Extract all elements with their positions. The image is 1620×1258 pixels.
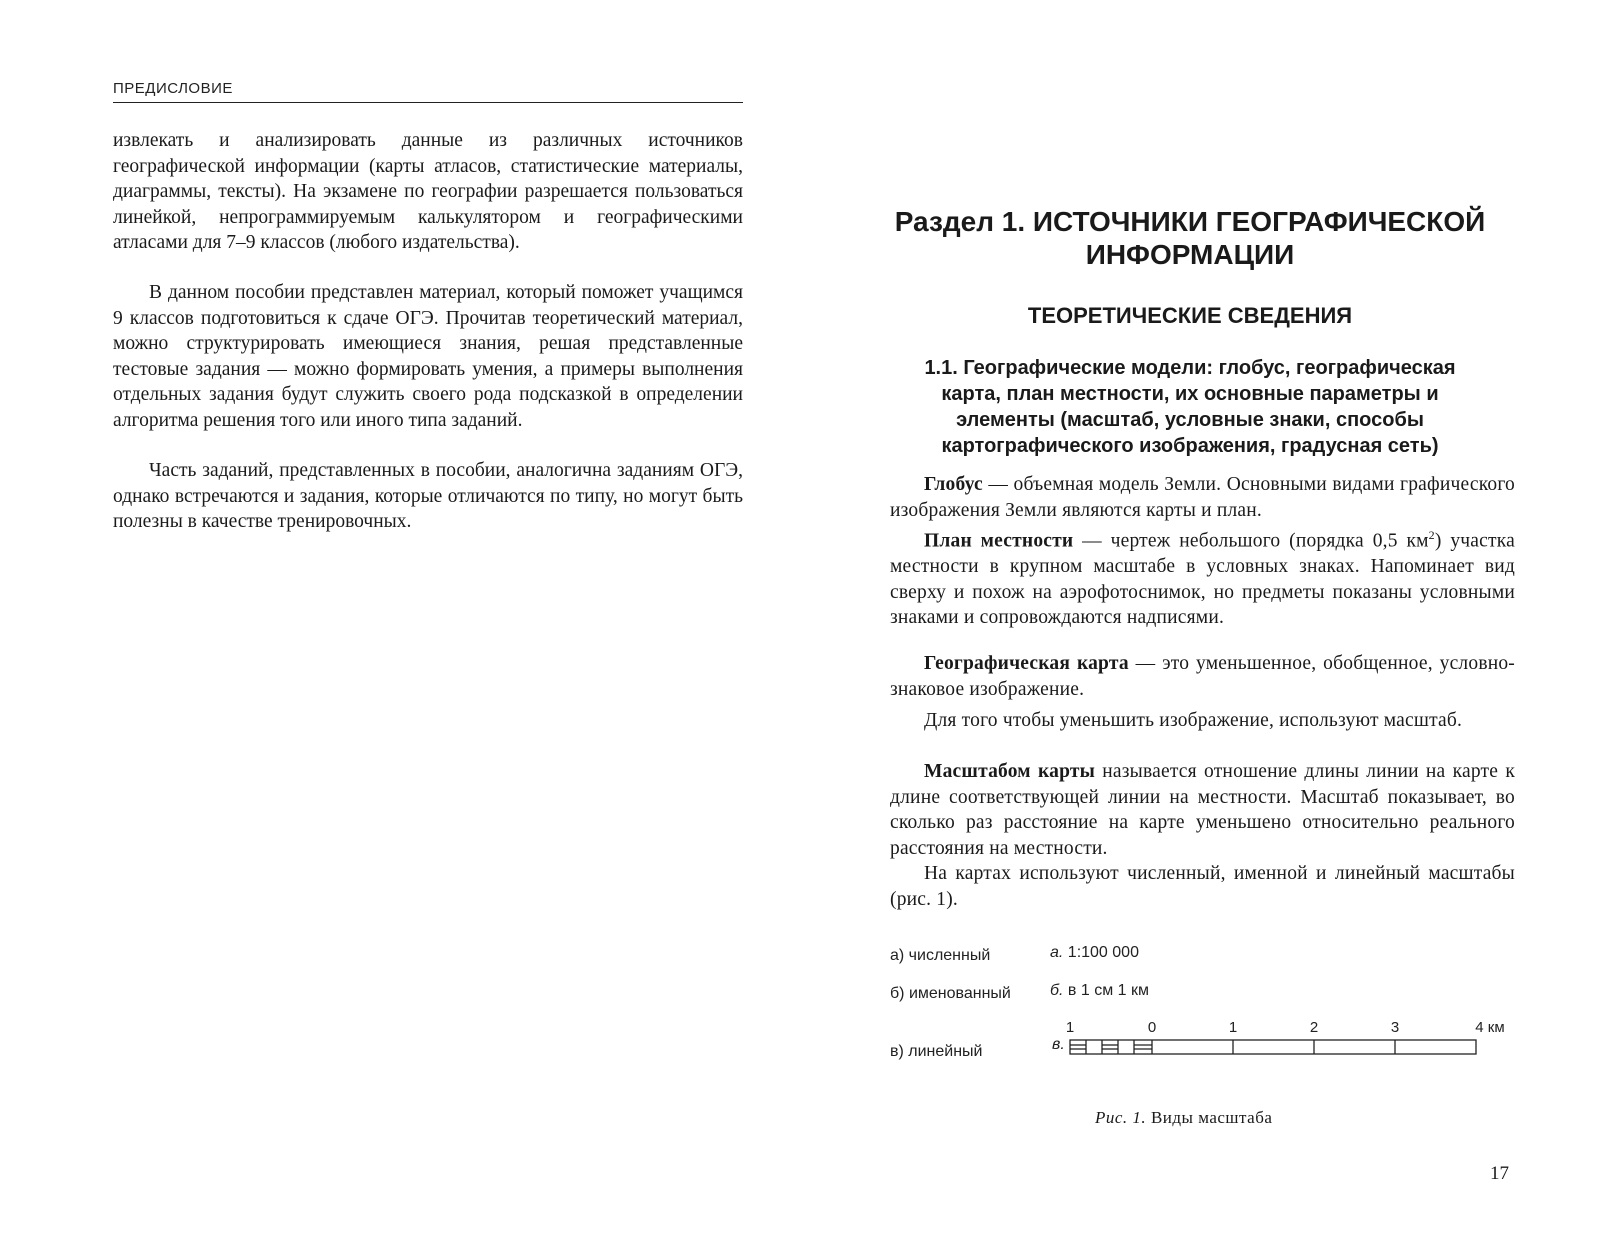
figure-row-a-value <box>1050 944 1139 962</box>
scale-tick-label: 3 <box>1390 1020 1400 1036</box>
para-globe <box>890 472 1515 523</box>
caption-text: Виды масштаба <box>1146 1108 1273 1127</box>
para-plan-sup: 2 <box>1428 528 1435 542</box>
para-scale-types-text: На картах используют численный, именной и линейный масштабы (рис. 1). <box>890 863 1515 910</box>
topic-title: 1.1. Географические модели: глобус, географическая карта, план местности, их основные параметры и элементы (масштаб, условные знаки, способы картографического изображения, градусная сеть) <box>924 357 1456 457</box>
para-plan-text-2: ) участка местности в крупном масштабе в условных знаках. Напоминает вид сверху и похож на аэрофотоснимок, но предметы показаны условными знаками и сопровождаются надписями. <box>890 530 1515 628</box>
para-scale-types <box>890 861 1515 912</box>
left-paragraph-3 <box>113 458 743 535</box>
figure-row-a-label: а) численный <box>890 947 991 964</box>
para-globe-text: — объемная модель Земли. Основными видами графического изображения Земли являются карты и план. <box>890 474 1515 521</box>
figure-row-b-prefix: б. <box>1050 982 1064 999</box>
para-scale <box>890 759 1515 861</box>
scale-tick-label: 0 <box>1147 1020 1157 1036</box>
figure-row-a-prefix: а. <box>1050 944 1064 961</box>
figure-row-c-label: в) линейный <box>890 1043 983 1060</box>
para-map <box>890 651 1515 702</box>
left-paragraph-1: извлекать и анализировать данные из различных источников географической информации (карты атласов, статистические материалы, диаграммы, тексты). На экзамене по географии разрешается пользоваться линейкой, непрограммируемым калькулятором и географическими атласами для 7–9 классов (любого издательства). <box>113 130 743 253</box>
para-plan-text: — чертеж небольшого (порядка 0,5 км <box>1073 530 1429 552</box>
figure-row-b-text: в 1 см 1 км <box>1063 982 1149 999</box>
scale-bar-outline <box>1070 1040 1476 1054</box>
left-paragraph-3-text: Часть заданий, представленных в пособии, аналогична заданиям ОГЭ, однако встречаются и задания, которые отличаются по типу, но могут быть полезны в качестве тренировочных. <box>113 460 743 532</box>
para-reduce <box>890 708 1515 734</box>
running-head: ПРЕДИСЛОВИЕ <box>113 80 743 103</box>
linear-scale-bar <box>1050 1020 1520 1060</box>
term-plan: План местности <box>924 530 1074 552</box>
subsection-title: ТЕОРЕТИЧЕСКИЕ СВЕДЕНИЯ <box>1027 303 1353 328</box>
para-map-text: — это уменьшенное, обобщенное, условно-знаковое изображение. <box>890 653 1515 700</box>
figure-row-c-prefix-text: в. <box>1052 1036 1065 1053</box>
left-paragraph-2 <box>113 280 743 433</box>
term-globe: Глобус <box>924 474 983 495</box>
para-plan <box>890 523 1515 631</box>
figure-caption <box>1095 1108 1272 1128</box>
scale-tick-label: 2 <box>1309 1020 1319 1036</box>
figure-row-b-label: б) именованный <box>890 985 1011 1002</box>
caption-prefix: Рис. 1. <box>1095 1108 1147 1127</box>
scale-tick-label: 1 <box>1065 1020 1075 1036</box>
para-scale-text: называется отношение длины линии на карте к длине соответствующей линии на местности. Масштаб показывает, во сколько раз расстояние на карте уменьшено относительно реального расстояния на местности. <box>890 761 1515 859</box>
scale-subdivisions <box>1070 1040 1152 1054</box>
term-map: Географическая карта <box>924 653 1129 674</box>
figure-row-b-value <box>1050 982 1149 1000</box>
para-reduce-text: Для того чтобы уменьшить изображение, используют масштаб. <box>924 710 1463 731</box>
scale-tick-label: 1 <box>1228 1020 1238 1036</box>
figure-row-a-text: 1:100 000 <box>1063 944 1139 961</box>
left-paragraph-2-text: В данном пособии представлен материал, который поможет учащимся 9 классов подготовиться к сдаче ОГЭ. Прочитав теоретический материал, можно структурировать имеющиеся знания, решая представленные тестовые задания — можно формировать умения, а примеры выполнения отдельных задания будут служить своего рода подсказкой в определении алгоритма решения того или иного типа заданий. <box>113 282 743 431</box>
section-title: Раздел 1. ИСТОЧНИКИ ГЕОГРАФИЧЕСКОЙ ИНФОРМАЦИИ <box>894 206 1486 270</box>
scale-tick-label: 4 км <box>1475 1020 1505 1036</box>
page-number: 17 <box>1490 1163 1509 1184</box>
term-scale: Масштабом карты <box>924 761 1096 782</box>
